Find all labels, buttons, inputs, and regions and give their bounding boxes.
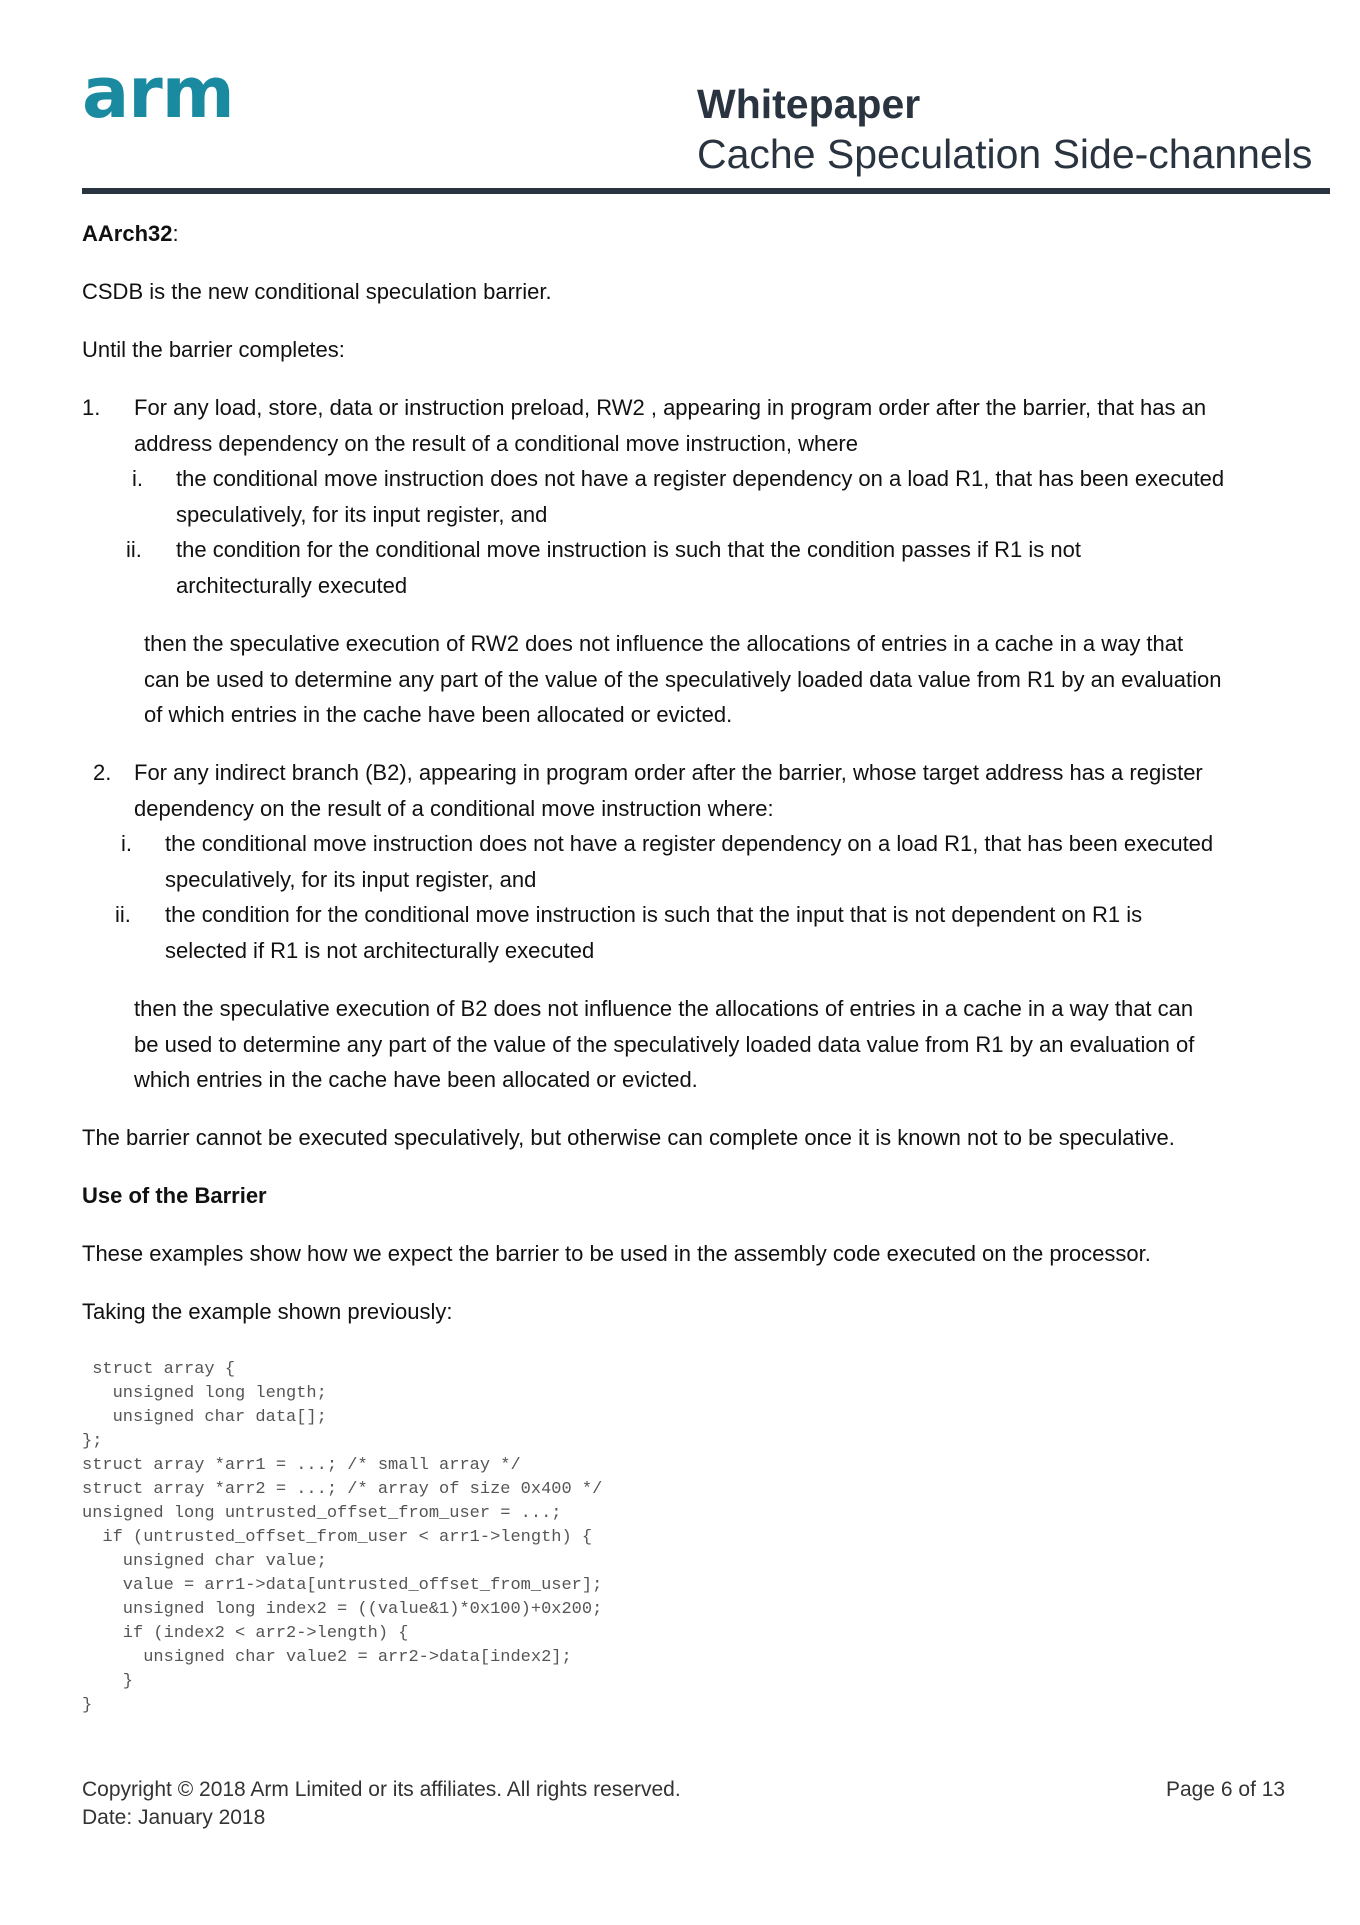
list-item-2-sub-i-number: i. [121,831,132,856]
document-subtitle: Cache Speculation Side-channels [697,131,1313,177]
header-divider [82,188,1330,194]
list-item-2-number: 2. [93,760,112,785]
list-item-2-then-line-3: which entries in the cache have been allocated or evicted. [134,1067,698,1092]
list-item-1-then-line-1: then the speculative execution of RW2 does not influence the allocations of entries in a cache in a way that [144,631,1184,656]
list-item-1-then-line-2: can be used to determine any part of the value of the speculatively loaded data value from R1 by an evaluation [144,667,1222,692]
code-example: struct array { unsigned long length; unsigned char data[]; }; struct array *arr1 = ...; /* small array */ struct array *arr2 = ...; /* array of size 0x400 */ unsigned long untrusted_offset_from_user = ...; if (untrusted_offset_from_user < arr1->length) { unsigned char value; value = arr1->data[untrusted_offset_from_user]; unsigned long index2 = ((value&1)*0x100)+0x200; if (index2 < arr2->length) { unsigned char value2 = arr2->data[index2]; } } [82,1360,603,1715]
section-heading [82,216,179,252]
list-item-1-then-line-3: of which entries in the cache have been allocated or evicted. [144,702,733,727]
intro-paragraph: CSDB is the new conditional speculation barrier. [82,279,552,304]
list-item-1-sub-ii-line-2: architecturally executed [176,573,408,598]
list-item-2-sub-i-line-2: speculatively, for its input register, and [165,867,537,892]
list-item-2-sub-ii-number: ii. [115,902,131,927]
list-item-2-sub-ii-line-1: the condition for the conditional move instruction is such that the input that is not dependent on R1 is [165,902,1143,927]
list-item-1-sub-i-number: i. [132,466,143,491]
list-item-2-then-line-2: be used to determine any part of the value of the speculatively loaded data value from R1 by an evaluation of [134,1032,1195,1057]
list-item-1-line-1: For any load, store, data or instruction preload, RW2 , appearing in program order after the barrier, that has an [134,395,1207,420]
section-heading-colon: : [172,221,179,246]
list-item-2-line-1: For any indirect branch (B2), appearing in program order after the barrier, whose target address has a register [134,760,1203,785]
footer-page-number: Page 6 of 13 [1166,1778,1286,1801]
section-heading-text: AArch32 [82,221,173,246]
footer-date: Date: January 2018 [82,1806,266,1829]
list-item-2-sub-i-line-1: the conditional move instruction does not have a register dependency on a load R1, that has been executed [165,831,1214,856]
until-paragraph: Until the barrier completes: [82,337,345,362]
list-item-1-line-2: address dependency on the result of a conditional move instruction, where [134,431,858,456]
closing-paragraph: The barrier cannot be executed speculatively, but otherwise can complete once it is known not to be speculative. [82,1125,1175,1150]
example-intro-paragraph: Taking the example shown previously: [82,1299,453,1324]
list-item-1-number: 1. [82,395,101,420]
list-item-2-line-2: dependency on the result of a conditional move instruction where: [134,796,774,821]
document-type-title: Whitepaper [697,81,921,127]
list-item-1-sub-ii-number: ii. [126,537,142,562]
list-item-1-sub-i-line-2: speculatively, for its input register, and [176,502,548,527]
footer-copyright: Copyright © 2018 Arm Limited or its affiliates. All rights reserved. [82,1778,681,1801]
list-item-2-sub-ii-line-2: selected if R1 is not architecturally executed [165,938,595,963]
arm-logo: arm [82,52,234,134]
list-item-1-sub-i-line-1: the conditional move instruction does not have a register dependency on a load R1, that has been executed [176,466,1225,491]
use-intro-paragraph: These examples show how we expect the barrier to be used in the assembly code executed on the processor. [82,1241,1151,1266]
list-item-1-sub-ii-line-1: the condition for the conditional move instruction is such that the condition passes if R1 is not [176,537,1081,562]
use-of-barrier-heading: Use of the Barrier [82,1183,267,1208]
list-item-2-then-line-1: then the speculative execution of B2 does not influence the allocations of entries in a cache in a way that can [134,996,1194,1021]
